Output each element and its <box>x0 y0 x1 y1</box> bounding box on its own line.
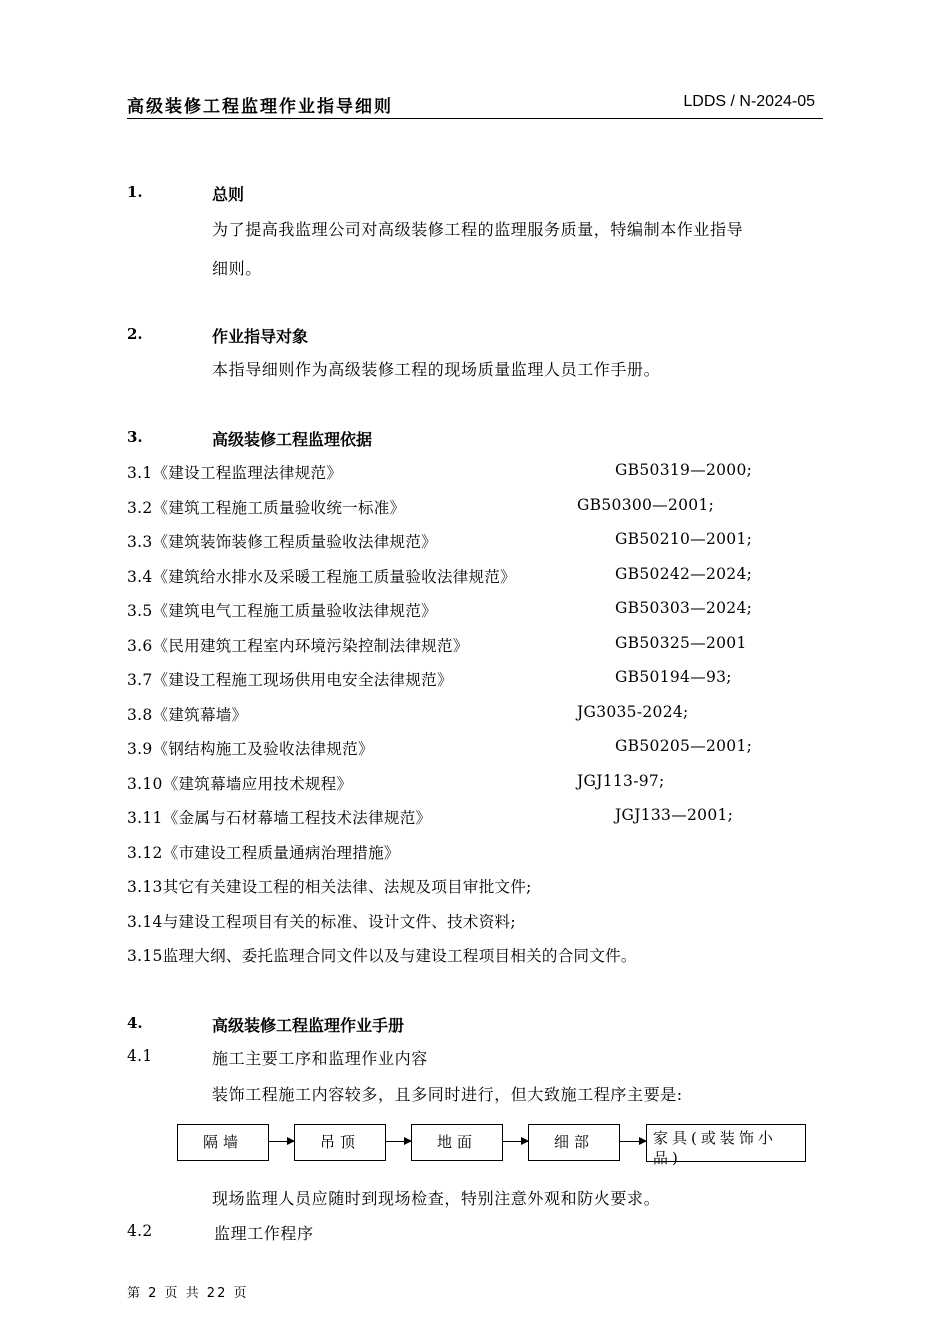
page-header <box>127 92 823 119</box>
flow-arrow <box>620 1141 646 1142</box>
header-title: 高级装修工程监理作业指导细则 <box>127 97 393 117</box>
flow-arrow <box>269 1141 294 1142</box>
reference-code: JGJ113-97; <box>577 772 665 790</box>
section-2-number: 2. <box>127 325 143 343</box>
flow-arrow <box>386 1141 411 1142</box>
document-code: LDDS / N-2024-05 <box>683 93 815 110</box>
section-2-text: 本指导细则作为高级装修工程的现场质量监理人员工作手册。 <box>212 360 661 379</box>
reference-item: 3.15监理大纲、委托监理合同文件以及与建设工程项目相关的合同文件。 <box>127 947 637 965</box>
reference-item: 3.6《民用建筑工程室内环境污染控制法律规范》 <box>127 637 469 655</box>
flow-intro-text: 装饰工程施工内容较多，且多同时进行，但大致施工程序主要是: <box>212 1085 683 1104</box>
flow-step-partition: 隔墙 <box>177 1124 269 1161</box>
reference-item: 3.12《市建设工程质量通病治理措施》 <box>127 844 400 862</box>
section-1-text-line2: 细则。 <box>212 259 262 278</box>
reference-item: 3.10《建筑幕墙应用技术规程》 <box>127 775 353 793</box>
subsection-4-2-title: 监理工作程序 <box>214 1224 314 1243</box>
section-4-title: 高级装修工程监理作业手册 <box>212 1016 405 1035</box>
reference-code: JGJ133—2001; <box>615 806 734 824</box>
reference-code: GB50300—2001; <box>577 496 715 514</box>
flow-arrow <box>503 1141 528 1142</box>
flow-step-ceiling: 吊顶 <box>294 1124 386 1161</box>
reference-item: 3.9《钢结构施工及验收法律规范》 <box>127 740 374 758</box>
section-1-number: 1. <box>127 183 143 201</box>
reference-item: 3.7《建设工程施工现场供用电安全法律规范》 <box>127 671 453 689</box>
reference-item: 3.5《建筑电气工程施工质量验收法律规范》 <box>127 602 437 620</box>
section-2-title: 作业指导对象 <box>212 327 309 346</box>
subsection-4-1-number: 4.1 <box>127 1047 153 1065</box>
subsection-4-2-number: 4.2 <box>127 1222 153 1240</box>
inspection-note: 现场监理人员应随时到现场检查，特别注意外观和防火要求。 <box>212 1189 661 1208</box>
page-number: 第 2 页 共 22 页 <box>127 1286 249 1301</box>
reference-item: 3.4《建筑给水排水及采暖工程施工质量验收法律规范》 <box>127 568 516 586</box>
flow-step-floor: 地面 <box>411 1124 503 1161</box>
reference-item: 3.11《金属与石材幕墙工程技术法律规范》 <box>127 809 432 827</box>
flow-step-details: 细部 <box>528 1124 620 1161</box>
reference-code: GB50325—2001 <box>615 634 747 652</box>
section-3-number: 3. <box>127 428 143 446</box>
reference-code: GB50194—93; <box>615 668 732 686</box>
reference-code: GB50303—2024; <box>615 599 753 617</box>
reference-item: 3.2《建筑工程施工质量验收统一标准》 <box>127 499 406 517</box>
flow-step-furniture: 家具(或装饰小品) <box>646 1124 806 1162</box>
reference-code: JG3035-2024; <box>577 703 689 721</box>
section-1-text-line1: 为了提高我监理公司对高级装修工程的监理服务质量，特编制本作业指导 <box>212 220 744 239</box>
reference-code: GB50210—2001; <box>615 530 753 548</box>
reference-item: 3.14与建设工程项目有关的标准、设计文件、技术资料; <box>127 913 516 931</box>
reference-item: 3.3《建筑装饰装修工程质量验收法律规范》 <box>127 533 437 551</box>
reference-code: GB50242—2024; <box>615 565 753 583</box>
section-3-title: 高级装修工程监理依据 <box>212 430 373 449</box>
reference-item: 3.8《建筑幕墙》 <box>127 706 248 724</box>
reference-code: GB50205—2001; <box>615 737 753 755</box>
section-1-title: 总则 <box>212 185 245 204</box>
reference-code: GB50319—2000; <box>615 461 753 479</box>
section-4-number: 4. <box>127 1014 143 1032</box>
reference-item: 3.1《建设工程监理法律规范》 <box>127 464 343 482</box>
reference-item: 3.13其它有关建设工程的相关法律、法规及项目审批文件; <box>127 878 532 896</box>
subsection-4-1-title: 施工主要工序和监理作业内容 <box>212 1049 428 1068</box>
